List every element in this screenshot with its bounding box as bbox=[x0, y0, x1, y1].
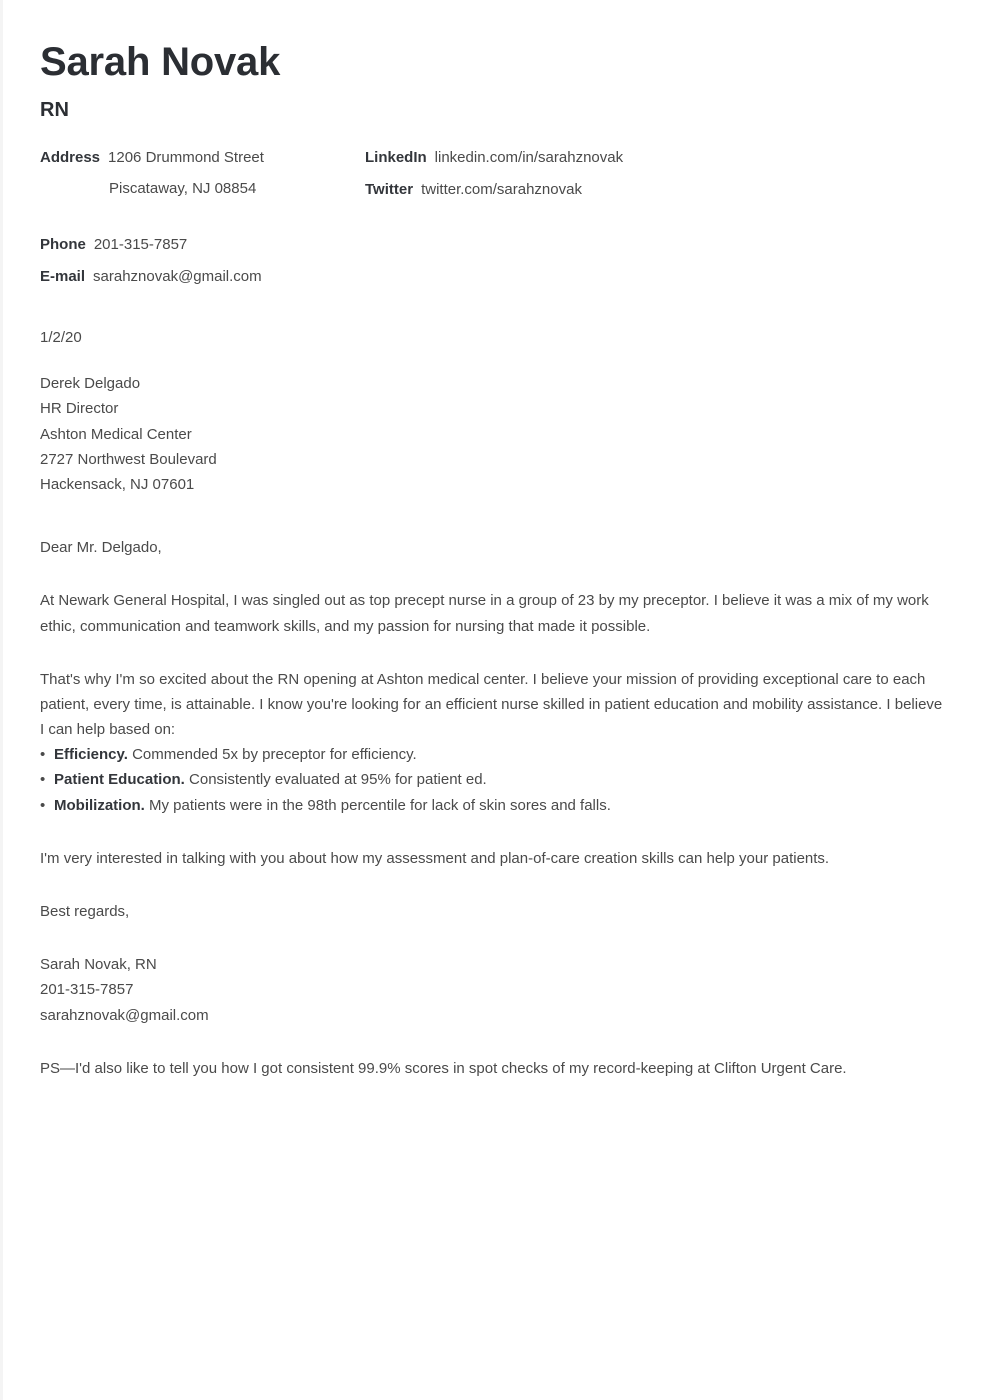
recipient-title: HR Director bbox=[40, 400, 119, 418]
page-content bbox=[3, 0, 990, 1081]
email-value: sarahznovak@gmail.com bbox=[93, 267, 262, 285]
postscript: PS—I'd also like to tell you how I got consistent 99.9% scores in spot checks of my record-keeping at Clifton Urgent Care. bbox=[40, 1059, 847, 1077]
recipient-company: Ashton Medical Center bbox=[40, 425, 192, 443]
twitter-label: Twitter bbox=[365, 181, 414, 199]
bullet-text: Commended 5x by preceptor for efficiency. bbox=[132, 746, 417, 764]
signature-block bbox=[40, 952, 950, 1028]
address-line-2: Piscataway, NJ 08854 bbox=[109, 180, 257, 198]
bullet-icon: • bbox=[40, 771, 46, 789]
letter-date: 1/2/20 bbox=[40, 329, 82, 346]
signature-name: Sarah Novak, RN bbox=[40, 956, 157, 974]
bullet-text: My patients were in the 98th percentile for lack of skin sores and falls. bbox=[149, 796, 611, 814]
applicant-name: Sarah Novak bbox=[40, 40, 281, 84]
achievement-list bbox=[40, 742, 950, 818]
contact-row-address bbox=[40, 146, 365, 169]
contact-row-phone bbox=[40, 233, 365, 256]
bullet-term: Efficiency. bbox=[54, 746, 128, 764]
email-label: E-mail bbox=[40, 267, 86, 285]
contact-details bbox=[40, 146, 950, 297]
address-line-1: 1206 Drummond Street bbox=[108, 149, 264, 166]
linkedin-label: LinkedIn bbox=[365, 149, 427, 166]
contact-column-right bbox=[365, 146, 950, 211]
linkedin-value[interactable]: linkedin.com/in/sarahznovak bbox=[434, 149, 624, 166]
recipient-street: 2727 Northwest Boulevard bbox=[40, 450, 217, 468]
body-paragraph-1: At Newark General Hospital, I was singled out as top precept nurse in a group of 23 by my preceptor. I believe it was a mix of my work ethic, communication and teamwork skills, and my passion for nursing that made it possible. bbox=[40, 592, 929, 635]
bullet-icon: • bbox=[40, 746, 46, 764]
contact-row-email bbox=[40, 265, 365, 288]
body-paragraph-2: That's why I'm so excited about the RN opening at Ashton medical center. I believe your mission of providing exceptional care to each patient, every time, is attainable. I know you're looking for an efficient nurse skilled in patient education and mobility assistance. I believe I can help based on: bbox=[40, 670, 943, 739]
recipient-name: Derek Delgado bbox=[40, 375, 141, 393]
sign-off: Best regards, bbox=[40, 903, 130, 920]
contact-spacer bbox=[40, 209, 365, 233]
signature-email: sarahznovak@gmail.com bbox=[40, 1006, 209, 1024]
list-item bbox=[40, 742, 950, 767]
address-label: Address bbox=[40, 149, 101, 166]
letter-body bbox=[40, 325, 950, 1081]
bullet-icon: • bbox=[40, 796, 46, 814]
phone-value: 201-315-7857 bbox=[93, 235, 188, 253]
recipient-city-state-zip: Hackensack, NJ 07601 bbox=[40, 475, 195, 493]
closing-paragraph: I'm very interested in talking with you about how my assessment and plan-of-care creation skills can help your patients. bbox=[40, 849, 830, 867]
phone-label: Phone bbox=[40, 235, 86, 253]
contact-row-twitter bbox=[365, 178, 950, 201]
bullet-term: Patient Education. bbox=[54, 771, 185, 789]
twitter-value[interactable]: twitter.com/sarahznovak bbox=[421, 181, 582, 199]
list-item bbox=[40, 793, 950, 818]
contact-row-linkedin bbox=[365, 146, 950, 169]
recipient-block bbox=[40, 371, 950, 497]
letter-header bbox=[40, 40, 950, 121]
applicant-job-title: RN bbox=[40, 99, 69, 121]
bullet-term: Mobilization. bbox=[54, 796, 145, 814]
bullet-text: Consistently evaluated at 95% for patient ed. bbox=[189, 771, 487, 789]
list-item bbox=[40, 767, 950, 792]
salutation: Dear Mr. Delgado, bbox=[40, 539, 162, 557]
contact-column-left bbox=[40, 146, 365, 297]
signature-phone: 201-315-7857 bbox=[40, 981, 134, 999]
